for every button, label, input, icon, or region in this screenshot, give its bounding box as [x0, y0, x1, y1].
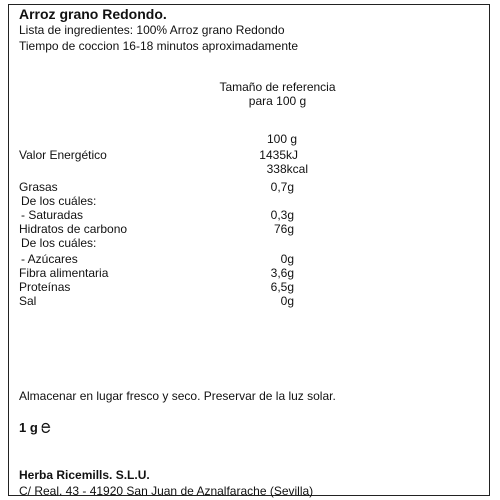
nutrient-label-energy: Valor Energético	[19, 148, 107, 162]
ingredients-text: Lista de ingredientes: 100% Arroz grano Redondo	[19, 23, 285, 37]
nutrient-label-fat: Grasas	[19, 180, 58, 194]
net-weight	[19, 421, 51, 435]
cooking-time-text: Tiempo de coccion 16-18 minutos aproximadamente	[19, 39, 299, 53]
nutrient-label-carbohydrates: Hidratos de carbono	[19, 222, 128, 236]
nutrient-value-salt: 0g	[280, 294, 294, 308]
nutrient-label-fibre: Fibra alimentaria	[19, 266, 109, 280]
nutrient-value-fibre: 3,6g	[270, 266, 294, 280]
column-header-100g: 100 g	[266, 132, 297, 146]
nutrient-value-energy-kj: 1435kJ	[259, 148, 298, 162]
storage-instructions: Almacenar en lugar fresco y seco. Preservar de la luz solar.	[19, 389, 336, 403]
nutrient-value-energy-kcal: 338kcal	[266, 162, 308, 176]
reference-size-line2: para 100 g	[248, 94, 307, 108]
nutrient-label-fat-of-which: De los cuáles:	[21, 194, 97, 208]
nutrient-label-carbs-of-which: De los cuáles:	[21, 236, 97, 250]
net-weight-value: 1 g	[19, 420, 38, 435]
reference-size-line1: Tamaño de referencia	[219, 80, 336, 94]
nutrient-label-salt: Sal	[19, 294, 37, 308]
company-name: Herba Ricemills. S.L.U.	[19, 468, 150, 482]
nutrient-value-saturates: 0,3g	[270, 208, 294, 222]
nutrient-label-saturates: - Saturadas	[21, 208, 84, 222]
nutrient-value-protein: 6,5g	[270, 280, 294, 294]
company-address: C/ Real. 43 - 41920 San Juan de Aznalfarache (Sevilla)	[19, 484, 314, 498]
nutrient-value-sugars: 0g	[280, 252, 294, 266]
nutrient-value-fat: 0,7g	[270, 180, 294, 194]
label-frame	[8, 4, 490, 496]
nutrient-value-carbohydrates: 76g	[273, 222, 294, 236]
product-title: Arroz grano Redondo.	[19, 6, 167, 22]
nutrient-label-sugars: - Azúcares	[21, 252, 78, 266]
nutrient-label-protein: Proteínas	[19, 280, 71, 294]
estimated-sign-icon	[40, 422, 51, 434]
